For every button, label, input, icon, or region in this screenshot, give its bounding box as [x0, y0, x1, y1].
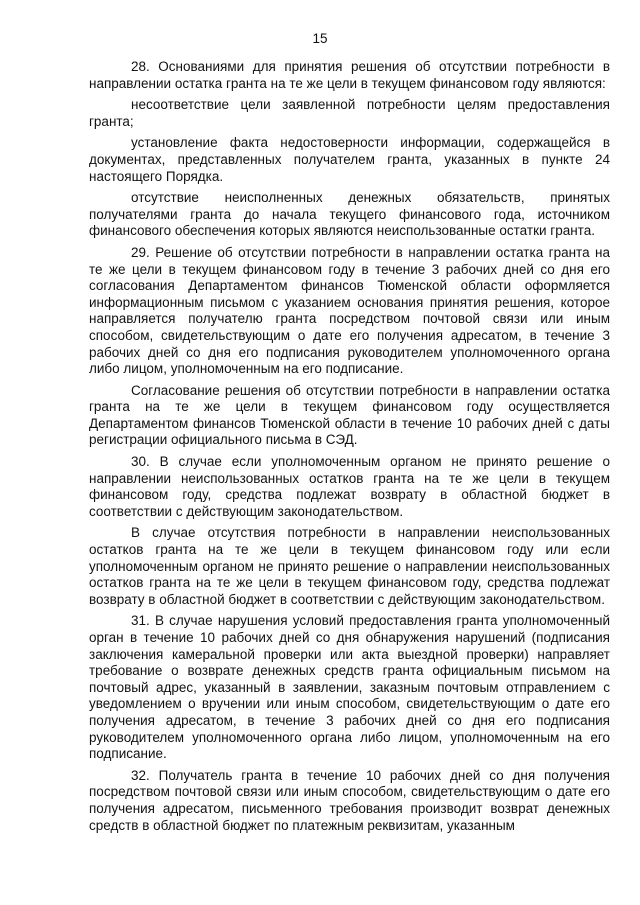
paragraph-30-absence: В случае отсутствия потребности в направлении неиспользованных остатков гранта на те же цели в текущем финансовом году или если уполномоченным органом не принято решение о направлении неиспользованных остатков гранта на те же цели в текущем финансовом году, средства подлежат возврату в областной бюджет в соответствии с действующим законодательством.	[89, 525, 610, 607]
paragraph-28-item-3: отсутствие неисполненных денежных обязательств, принятых получателями гранта до начала текущего финансового года, источником финансового обеспечения которых являются неиспользованные остатки гранта.	[89, 190, 610, 239]
paragraph-28-item-2: установление факта недостоверности информации, содержащейся в документах, представленных получателем гранта, указанных в пункте 24 настоящего Порядка.	[89, 135, 610, 184]
paragraph-30: 30. В случае если уполномоченным органом не принято решение о направлении неиспользованных остатков гранта на те же цели в текущем финансовом году, средства подлежат возврату в областной бюджет в соответствии с действующим законодательством.	[89, 454, 610, 519]
paragraph-29: 29. Решение об отсутствии потребности в направлении остатка гранта на те же цели в текущем финансовом году в течение 3 рабочих дней со дня его согласования Департаментом финансов Тюменской области оформляется информационным письмом с указанием основания принятия решения, которое направляется получателю гранта посредством почтовой связи или иным способом, свидетельствующим о дате его получения адресатом, в течение 3 рабочих дней со дня его подписания руководителем уполномоченного органа либо лицом, уполномоченным на его подписание.	[89, 244, 610, 377]
page-number: 15	[312, 31, 328, 46]
paragraph-31: 31. В случае нарушения условий предоставления гранта уполномоченный орган в течение 10 рабочих дней со дня обнаружения нарушений (подписания заключения камеральной проверки или акта выездной проверки) направляет требование о возврате денежных средств гранта официальным письмом на почтовый адрес, указанный в заявлении, заказным почтовым отправлением с уведомлением о вручении или иным способом, свидетельствующим о дате его получения адресатом, в течение 3 рабочих дней со дня его подписания руководителем уполномоченного органа либо лицом, уполномоченным на его подписание.	[89, 613, 610, 762]
paragraph-28-item-1: несоответствие цели заявленной потребности целям предоставления гранта;	[89, 97, 610, 129]
document-body	[89, 59, 610, 839]
paragraph-28-intro: 28. Основаниями для принятия решения об отсутствии потребности в направлении остатка гранта на те же цели в текущем финансовом году являются:	[89, 59, 610, 91]
paragraph-32: 32. Получатель гранта в течение 10 рабочих дней со дня получения посредством почтовой связи или иным способом, свидетельствующим о дате его получения адресатом, письменного требования производит возврат денежных средств в областной бюджет по платежным реквизитам, указанным	[89, 767, 610, 833]
paragraph-29-approval: Согласование решения об отсутствии потребности в направлении остатка гранта на те же цели в текущем финансовом году осуществляется Департаментом финансов Тюменской области в течение 10 рабочих дней с даты регистрации официального письма в СЭД.	[89, 382, 610, 448]
